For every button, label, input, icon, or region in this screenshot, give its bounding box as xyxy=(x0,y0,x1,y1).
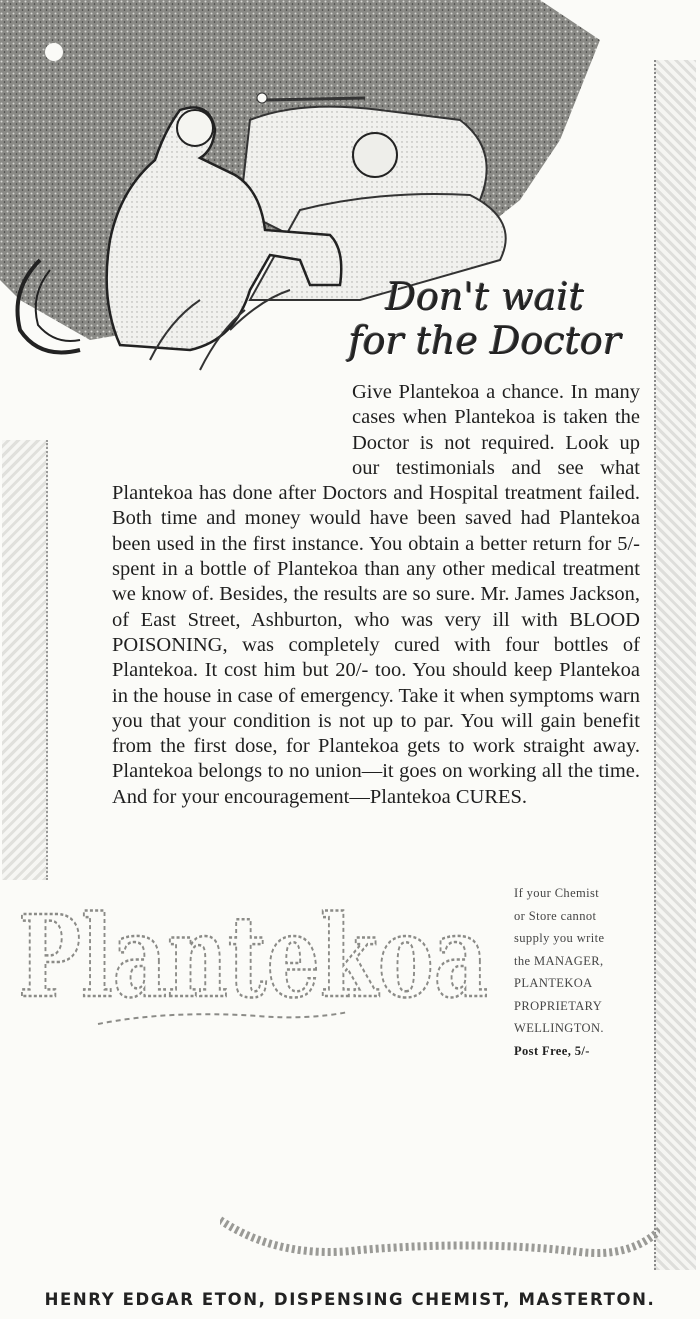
text-wrap-spacer xyxy=(112,380,352,462)
brand-name: Plantekoa xyxy=(18,898,488,1023)
order-line-5: PLANTEKOA xyxy=(514,976,593,990)
body-copy xyxy=(112,380,640,810)
decorative-bottom-swirl xyxy=(220,1210,660,1270)
headline-line-2: for the Doctor xyxy=(348,319,622,363)
order-line-1: If your Chemist xyxy=(514,886,600,900)
order-line-2: or Store cannot xyxy=(514,908,597,923)
body-paragraph: Give Plantekoa a chance. In many cases when Plantekoa is taken the Doctor is not required. Look up our testimonials and see what Plantekoa has done after Doctors and Hospital treatment failed. Both time and money would have been saved had Plantekoa been used in the first instance. You obtain a better return for 5/- spent in a bottle of Plantekoa than any other medical treatment we know of. Besides, the results are so sure. Mr. James Jackson, of East Street, Ashburton, who was very ill with BLOOD POISONING, was completely cured with four bottles of Plantekoa. It cost him but 20/- too. You should keep Plantekoa in the house in case of emergency. Take it when symptoms warn you that your condition is not up to par. You will gain benefit from the first dose, for Plantekoa gets to work straight away. Plantekoa belongs to no union—it goes on working all the time. And for your encouragement—Plantekoa CURES. xyxy=(112,381,640,808)
headline-line-1: Don't wait xyxy=(385,275,585,319)
plantekoa-logotype xyxy=(18,898,498,1028)
order-info-box xyxy=(514,882,654,1062)
decorative-border-right xyxy=(654,60,696,1270)
price-line: Post Free, 5/- xyxy=(514,1043,590,1058)
patient-head xyxy=(353,133,397,177)
footer-chemist: HENRY EDGAR ETON, DISPENSING CHEMIST, MASTERTON. xyxy=(44,1290,656,1309)
order-line-4: the MANAGER, xyxy=(514,953,604,968)
decorative-border-left xyxy=(2,440,48,880)
headline xyxy=(285,275,685,363)
order-line-6: PROPRIETARY xyxy=(514,998,603,1013)
order-line-7: WELLINGTON. xyxy=(514,1021,604,1035)
order-line-3: supply you write xyxy=(514,931,605,945)
